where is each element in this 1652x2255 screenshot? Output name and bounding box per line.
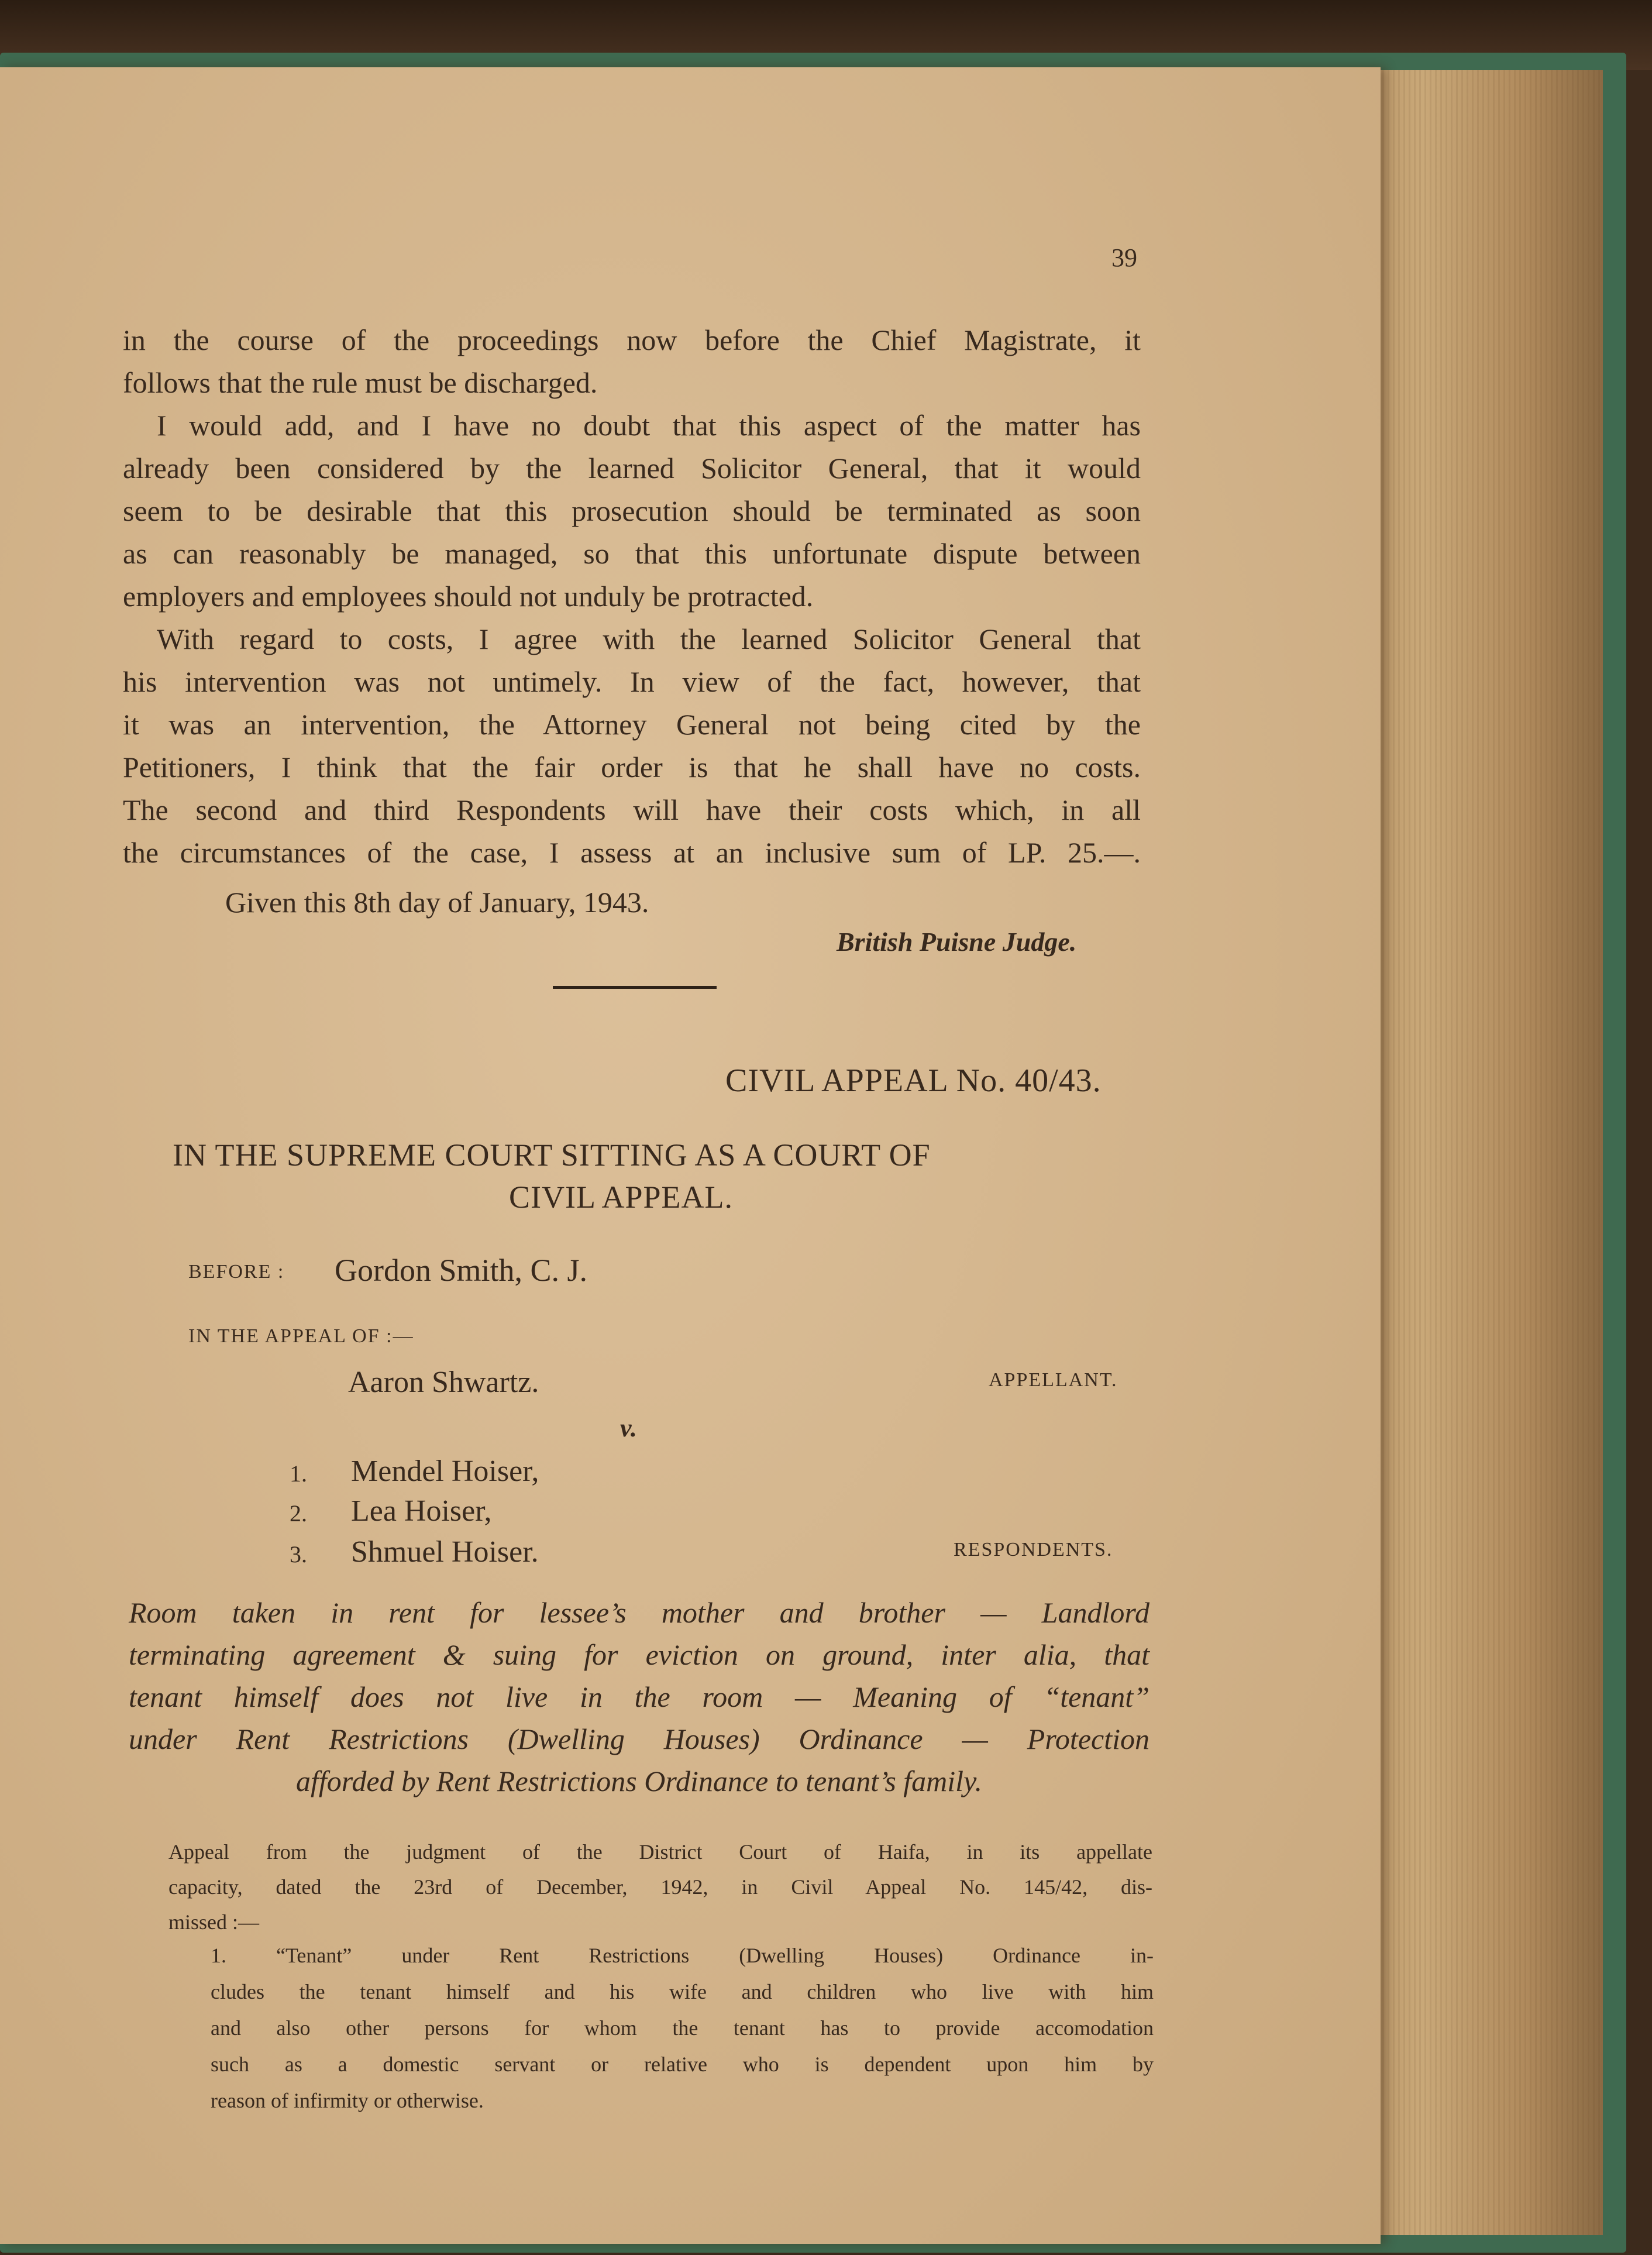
headnote-line: under Rent Restrictions (Dwelling Houses) Ordinance — Protection: [129, 1723, 1149, 1755]
headnote-line: Room taken in rent for lessee’s mother and brother — Landlord: [129, 1596, 1149, 1629]
text-line: as can reasonably be managed, so that this unfortunate dispute between: [123, 537, 1141, 570]
judge-name: Gordon Smith, C. J.: [335, 1253, 588, 1288]
respondent-number: 1.: [290, 1460, 307, 1487]
before-label: BEFORE :: [188, 1261, 285, 1283]
respondent-name: Shmuel Hoiser.: [351, 1535, 539, 1569]
headnote-line: tenant himself does not live in the room — Meaning of “tenant”: [129, 1680, 1149, 1713]
text-line: 1. “Tenant” under Rent Restrictions (Dwelling Houses) Ordinance in-: [211, 1944, 1154, 1967]
text-line: I would add, and I have no doubt that this aspect of the matter has: [157, 409, 1141, 442]
headnote-line: afforded by Rent Restrictions Ordinance to tenant’s family.: [296, 1765, 982, 1797]
page-number: 39: [1111, 243, 1137, 272]
text-line: his intervention was not untimely. In view of the fact, however, that: [123, 665, 1141, 698]
respondent-name: Mendel Hoiser,: [351, 1455, 539, 1488]
text-line: in the course of the proceedings now before the Chief Magistrate, it: [123, 324, 1141, 356]
text-line: Petitioners, I think that the fair order is that he shall have no costs.: [123, 751, 1141, 783]
text-line: employers and employees should not unduly be protracted.: [123, 580, 814, 613]
page-edges: [1345, 70, 1603, 2235]
text-line: it was an intervention, the Attorney General not being cited by the: [123, 708, 1141, 741]
headnote: [129, 1591, 1149, 1802]
respondent-name: Lea Hoiser,: [351, 1494, 492, 1528]
page-edge-lines: [1345, 70, 1603, 2235]
versus-mark: v.: [620, 1414, 637, 1442]
headnote-line: terminating agreement & suing for eviction on ground, inter alia, that: [129, 1638, 1149, 1671]
respondent-number: 3.: [290, 1541, 307, 1568]
appellant-role: APPELLANT.: [989, 1369, 1118, 1391]
text-line: and also other persons for whom the tenant has to provide accomodation: [211, 2016, 1154, 2040]
holding-note: [211, 1937, 1154, 2119]
respondents-role: RESPONDENTS.: [954, 1539, 1113, 1560]
text-line: seem to be desirable that this prosecution should be terminated as soon: [123, 494, 1141, 527]
text-line: With regard to costs, I agree with the learned Solicitor General that: [157, 623, 1141, 655]
section-divider: [553, 986, 717, 989]
text-line: capacity, dated the 23rd of December, 1942, in Civil Appeal No. 145/42, dis-: [168, 1875, 1152, 1899]
opinion-paragraph-3: [123, 618, 1141, 874]
given-date-line: Given this 8th day of January, 1943.: [225, 886, 649, 919]
court-heading-line-2: CIVIL APPEAL.: [509, 1180, 734, 1215]
text-line: Appeal from the judgment of the District Court of Haifa, in its appellate: [168, 1840, 1152, 1864]
text-line: already been considered by the learned Solicitor General, that it would: [123, 452, 1141, 484]
appeal-from-paragraph: [168, 1834, 1152, 1940]
in-the-appeal-label: IN THE APPEAL OF :—: [188, 1325, 414, 1347]
text-line: cludes the tenant himself and his wife and children who live with him: [211, 1980, 1154, 2003]
text-line: follows that the rule must be discharged.: [123, 366, 598, 399]
opinion-paragraph-2: [123, 404, 1141, 618]
case-number: CIVIL APPEAL No. 40/43.: [725, 1063, 1102, 1099]
text-line: The second and third Respondents will have their costs which, in all: [123, 793, 1141, 826]
book-page: [0, 67, 1381, 2244]
appellant-name: Aaron Shwartz.: [348, 1366, 539, 1399]
judge-signature: British Puisne Judge.: [837, 927, 1077, 957]
court-heading-line-1: IN THE SUPREME COURT SITTING AS A COURT OF: [173, 1137, 931, 1173]
respondent-number: 2.: [290, 1500, 307, 1527]
text-line: the circumstances of the case, I assess at an inclusive sum of LP. 25.—.: [123, 836, 1141, 869]
text-line: missed :—: [168, 1910, 260, 1934]
text-line: such as a domestic servant or relative who is dependent upon him by: [211, 2053, 1154, 2076]
text-line: reason of infirmity or otherwise.: [211, 2089, 484, 2112]
opinion-paragraph-1: [123, 319, 1141, 404]
